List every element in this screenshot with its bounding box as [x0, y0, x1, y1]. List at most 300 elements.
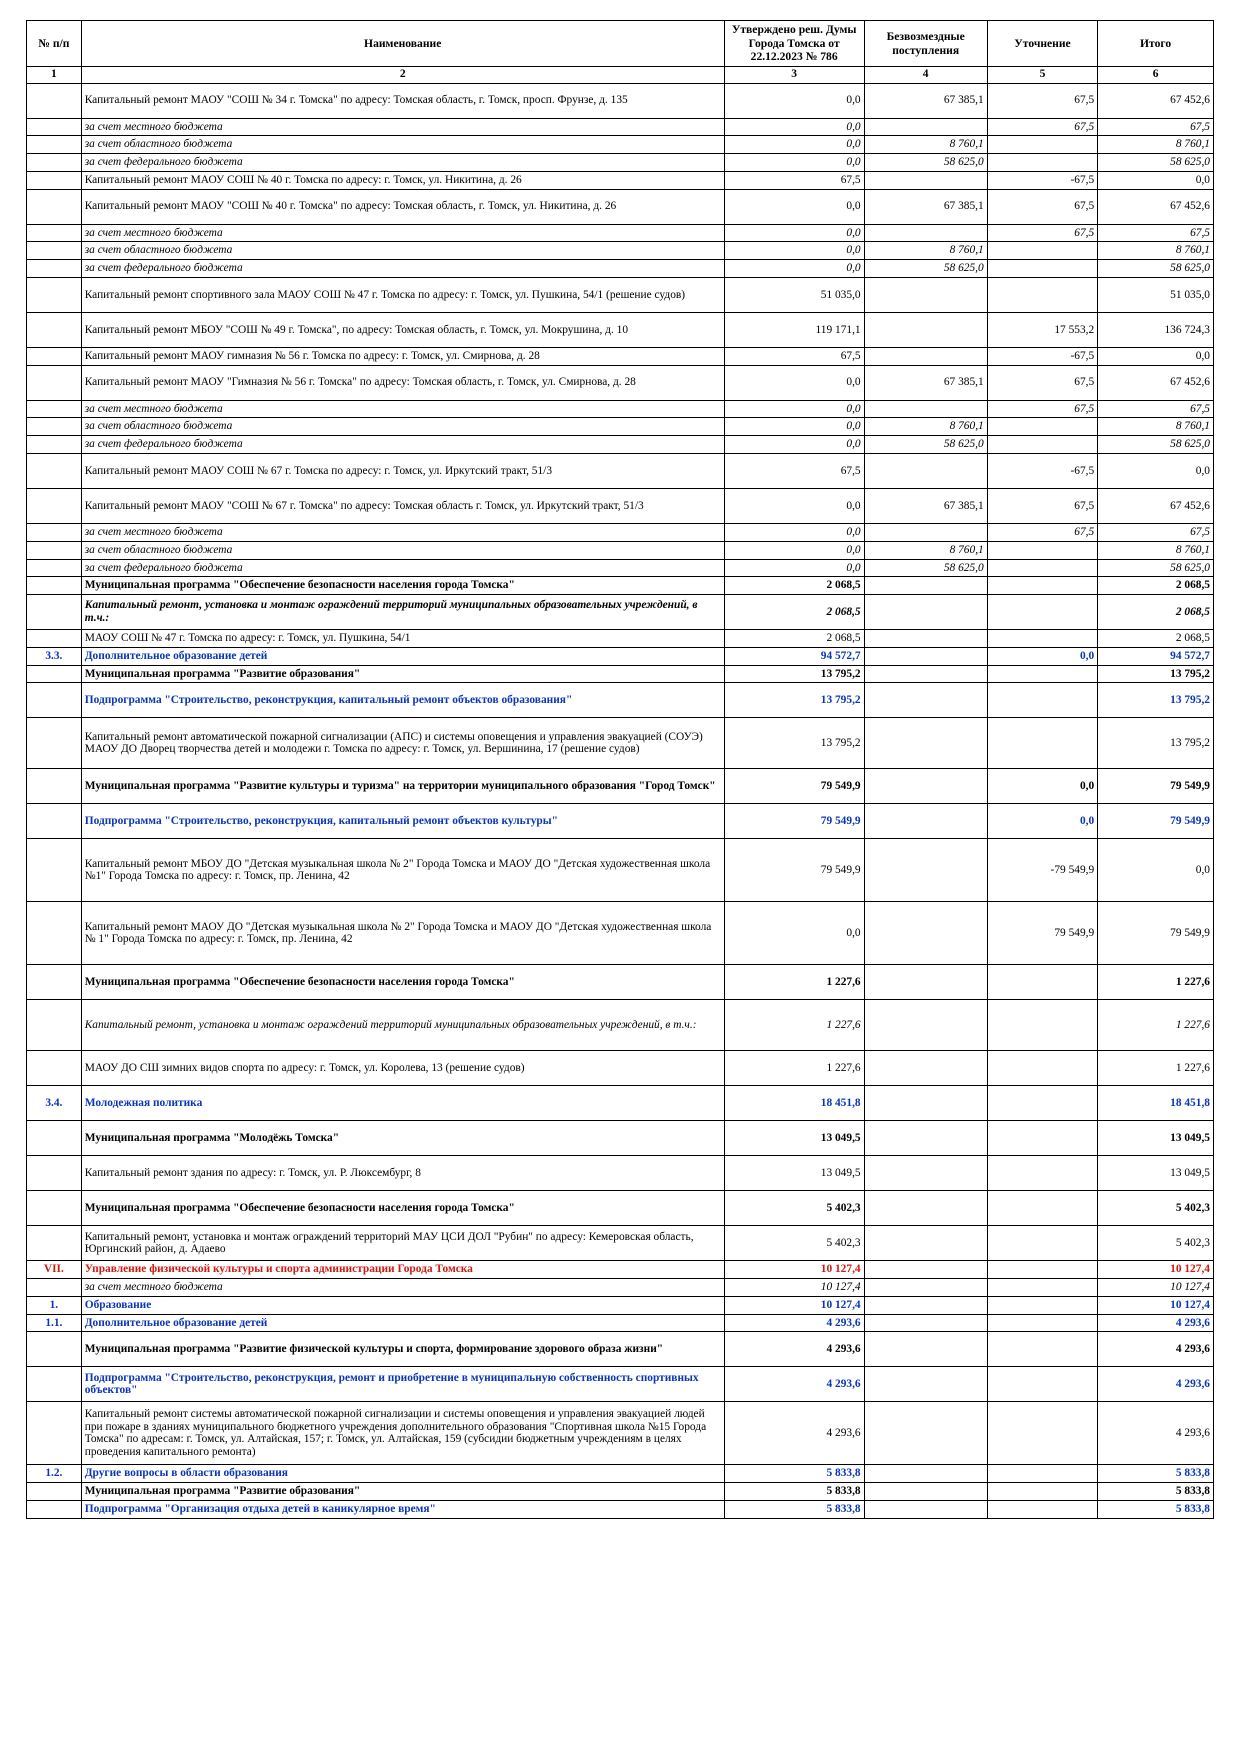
row-adjustment: [987, 277, 1097, 312]
row-total: 5 833,8: [1098, 1483, 1214, 1501]
row-approved: 51 035,0: [724, 277, 864, 312]
row-total: 10 127,4: [1098, 1261, 1214, 1279]
row-index: [27, 312, 82, 347]
header-row: [27, 21, 1214, 67]
row-approved: 0,0: [724, 365, 864, 400]
row-index: [27, 524, 82, 542]
row-name: за счет областного бюджета: [81, 418, 724, 436]
row-approved: 0,0: [724, 189, 864, 224]
row-approved: 10 127,4: [724, 1261, 864, 1279]
row-approved: 13 049,5: [724, 1156, 864, 1191]
row-approved: 10 127,4: [724, 1279, 864, 1297]
row-name: за счет местного бюджета: [81, 524, 724, 542]
row-index: [27, 541, 82, 559]
row-index: [27, 804, 82, 839]
budget-table: [26, 20, 1214, 1519]
row-adjustment: [987, 1051, 1097, 1086]
row-index: [27, 1121, 82, 1156]
row-name: Образование: [81, 1296, 724, 1314]
row-name: Капитальный ремонт МАОУ "СОШ № 67 г. Томска" по адресу: Томская область г. Томск, ул. Иркутский тракт, 51/3: [81, 489, 724, 524]
row-gratuitous: [864, 1465, 987, 1483]
row-index: 1.1.: [27, 1314, 82, 1332]
row-name: за счет местного бюджета: [81, 400, 724, 418]
row-approved: 0,0: [724, 902, 864, 965]
row-adjustment: [987, 595, 1097, 630]
row-name: Молодежная политика: [81, 1086, 724, 1121]
table-row: [27, 1332, 1214, 1367]
table-row: [27, 1402, 1214, 1465]
row-approved: 79 549,9: [724, 839, 864, 902]
table-row: [27, 260, 1214, 278]
row-gratuitous: 67 385,1: [864, 83, 987, 118]
table-row: [27, 118, 1214, 136]
row-name: за счет областного бюджета: [81, 242, 724, 260]
table-row: [27, 1296, 1214, 1314]
row-index: [27, 902, 82, 965]
row-approved: 5 833,8: [724, 1500, 864, 1518]
row-total: 8 760,1: [1098, 242, 1214, 260]
row-total: 4 293,6: [1098, 1367, 1214, 1402]
row-approved: 4 293,6: [724, 1367, 864, 1402]
row-total: 4 293,6: [1098, 1314, 1214, 1332]
row-gratuitous: [864, 718, 987, 769]
row-index: [27, 242, 82, 260]
table-row: [27, 839, 1214, 902]
row-approved: 94 572,7: [724, 647, 864, 665]
table-row: [27, 1156, 1214, 1191]
row-gratuitous: [864, 1191, 987, 1226]
row-gratuitous: 58 625,0: [864, 154, 987, 172]
table-row: [27, 154, 1214, 172]
table-row: [27, 224, 1214, 242]
table-row: [27, 559, 1214, 577]
row-total: 58 625,0: [1098, 436, 1214, 454]
table-row: [27, 1279, 1214, 1297]
row-name: Капитальный ремонт системы автоматической пожарной сигнализации и системы оповещения и управления эвакуацией людей при пожаре в зданиях муниципального бюджетного учреждения дополнительного образования "Спортивная школа №15 Города Томска" по адресам: г. Томск, ул. Алтайская, 157; г. Томск, ул. Алтайская, 159 (субсидии бюджетным учреждениям в целях проведения капитального ремонта): [81, 1402, 724, 1465]
table-row: [27, 1483, 1214, 1501]
row-gratuitous: [864, 1156, 987, 1191]
row-total: 13 049,5: [1098, 1121, 1214, 1156]
row-approved: 13 049,5: [724, 1121, 864, 1156]
row-name: Капитальный ремонт автоматической пожарной сигнализации (АПС) и системы оповещения и управления эвакуацией (СОУЭ) МАОУ ДО Дворец творчества детей и молодежи г. Томска по адресу: г. Томск, ул. Вершинина, 17 (решение судов): [81, 718, 724, 769]
row-adjustment: [987, 1000, 1097, 1051]
row-approved: 4 293,6: [724, 1402, 864, 1465]
table-header: [27, 21, 1214, 84]
row-approved: 1 227,6: [724, 965, 864, 1000]
row-total: 67 452,6: [1098, 189, 1214, 224]
row-total: 67 452,6: [1098, 489, 1214, 524]
row-gratuitous: [864, 683, 987, 718]
row-gratuitous: [864, 524, 987, 542]
row-total: 67,5: [1098, 118, 1214, 136]
row-name: Капитальный ремонт, установка и монтаж ограждений территорий муниципальных образовательных учреждений, в т.ч.:: [81, 595, 724, 630]
row-gratuitous: 8 760,1: [864, 418, 987, 436]
row-index: [27, 260, 82, 278]
row-adjustment: 67,5: [987, 224, 1097, 242]
row-adjustment: [987, 1332, 1097, 1367]
row-approved: 4 293,6: [724, 1332, 864, 1367]
row-approved: 119 171,1: [724, 312, 864, 347]
row-total: 67 452,6: [1098, 83, 1214, 118]
table-row: [27, 1191, 1214, 1226]
row-total: 0,0: [1098, 347, 1214, 365]
table-row: [27, 347, 1214, 365]
table-row: [27, 902, 1214, 965]
table-row: [27, 718, 1214, 769]
table-row: [27, 436, 1214, 454]
row-gratuitous: 58 625,0: [864, 436, 987, 454]
row-name: МАОУ ДО СШ зимних видов спорта по адресу: г. Томск, ул. Королева, 13 (решение судов): [81, 1051, 724, 1086]
row-index: [27, 1156, 82, 1191]
row-total: 13 795,2: [1098, 665, 1214, 683]
row-adjustment: 67,5: [987, 189, 1097, 224]
row-index: [27, 1051, 82, 1086]
row-total: 13 049,5: [1098, 1156, 1214, 1191]
table-row: [27, 1465, 1214, 1483]
table-row: [27, 630, 1214, 648]
row-index: [27, 1500, 82, 1518]
row-name: Капитальный ремонт, установка и монтаж ограждений территорий муниципальных образовательных учреждений, в т.ч.:: [81, 1000, 724, 1051]
row-total: 5 833,8: [1098, 1465, 1214, 1483]
row-name: за счет федерального бюджета: [81, 436, 724, 454]
table-row: [27, 595, 1214, 630]
row-total: 58 625,0: [1098, 154, 1214, 172]
row-adjustment: 67,5: [987, 489, 1097, 524]
row-gratuitous: [864, 1483, 987, 1501]
row-approved: 5 402,3: [724, 1226, 864, 1261]
row-index: [27, 665, 82, 683]
row-adjustment: [987, 665, 1097, 683]
row-total: 1 227,6: [1098, 1000, 1214, 1051]
table-row: [27, 1226, 1214, 1261]
row-approved: 5 833,8: [724, 1483, 864, 1501]
row-name: за счет федерального бюджета: [81, 559, 724, 577]
row-name: Капитальный ремонт МБОУ ДО "Детская музыкальная школа № 2" Города Томска и МАОУ ДО "Детская художественная школа №1" Города Томска по адресу: г. Томск, пр. Ленина, 42: [81, 839, 724, 902]
row-total: 1 227,6: [1098, 1051, 1214, 1086]
row-total: 1 227,6: [1098, 965, 1214, 1000]
row-index: 3.3.: [27, 647, 82, 665]
row-gratuitous: [864, 1121, 987, 1156]
row-adjustment: -79 549,9: [987, 839, 1097, 902]
row-total: 58 625,0: [1098, 559, 1214, 577]
row-name: Муниципальная программа "Развитие физической культуры и спорта, формирование здорового образа жизни": [81, 1332, 724, 1367]
row-approved: 0,0: [724, 260, 864, 278]
row-total: 2 068,5: [1098, 595, 1214, 630]
table-row: [27, 524, 1214, 542]
row-approved: 67,5: [724, 171, 864, 189]
row-approved: 1 227,6: [724, 1000, 864, 1051]
row-adjustment: [987, 260, 1097, 278]
table-row: [27, 489, 1214, 524]
row-name: Капитальный ремонт МАОУ "Гимназия № 56 г. Томска" по адресу: Томская область, г. Томск, ул. Смирнова, д. 28: [81, 365, 724, 400]
table-body: [27, 83, 1214, 1518]
row-name: Муниципальная программа "Молодёжь Томска": [81, 1121, 724, 1156]
row-index: [27, 154, 82, 172]
row-total: 8 760,1: [1098, 136, 1214, 154]
row-approved: 0,0: [724, 436, 864, 454]
row-approved: 18 451,8: [724, 1086, 864, 1121]
header-number-2: 2: [81, 67, 724, 84]
row-total: 10 127,4: [1098, 1279, 1214, 1297]
row-name: за счет местного бюджета: [81, 1279, 724, 1297]
row-total: 8 760,1: [1098, 418, 1214, 436]
row-index: [27, 400, 82, 418]
row-total: 79 549,9: [1098, 804, 1214, 839]
row-gratuitous: [864, 965, 987, 1000]
row-name: Капитальный ремонт МБОУ "СОШ № 49 г. Томска", по адресу: Томская область, г. Томск, ул. Мокрушина, д. 10: [81, 312, 724, 347]
row-name: Другие вопросы в области образования: [81, 1465, 724, 1483]
row-name: Капитальный ремонт здания по адресу: г. Томск, ул. Р. Люксембург, 8: [81, 1156, 724, 1191]
row-gratuitous: [864, 1226, 987, 1261]
row-total: 10 127,4: [1098, 1296, 1214, 1314]
row-index: [27, 436, 82, 454]
row-index: [27, 418, 82, 436]
header-col-adjustment: Уточнение: [987, 21, 1097, 67]
table-row: [27, 647, 1214, 665]
row-name: за счет местного бюджета: [81, 118, 724, 136]
row-index: VII.: [27, 1261, 82, 1279]
row-gratuitous: [864, 647, 987, 665]
row-adjustment: [987, 683, 1097, 718]
table-row: [27, 365, 1214, 400]
row-approved: 2 068,5: [724, 630, 864, 648]
row-index: [27, 489, 82, 524]
row-adjustment: 17 553,2: [987, 312, 1097, 347]
row-adjustment: 0,0: [987, 769, 1097, 804]
row-index: [27, 1483, 82, 1501]
row-name: Капитальный ремонт МАОУ гимназия № 56 г. Томска по адресу: г. Томск, ул. Смирнова, д. 28: [81, 347, 724, 365]
header-number-1: 1: [27, 67, 82, 84]
row-approved: 0,0: [724, 118, 864, 136]
row-gratuitous: [864, 1296, 987, 1314]
row-adjustment: [987, 1121, 1097, 1156]
row-approved: 1 227,6: [724, 1051, 864, 1086]
row-name: Подпрограмма "Организация отдыха детей в каникулярное время": [81, 1500, 724, 1518]
row-adjustment: [987, 1296, 1097, 1314]
row-gratuitous: [864, 839, 987, 902]
row-gratuitous: 8 760,1: [864, 242, 987, 260]
row-approved: 0,0: [724, 524, 864, 542]
row-gratuitous: [864, 1279, 987, 1297]
table-row: [27, 1314, 1214, 1332]
row-gratuitous: [864, 400, 987, 418]
row-name: Управление физической культуры и спорта администрации Города Томска: [81, 1261, 724, 1279]
row-total: 13 795,2: [1098, 718, 1214, 769]
row-name: Капитальный ремонт МАОУ СОШ № 40 г. Томска по адресу: г. Томск, ул. Никитина, д. 26: [81, 171, 724, 189]
header-number-3: 3: [724, 67, 864, 84]
row-approved: 0,0: [724, 418, 864, 436]
row-gratuitous: [864, 171, 987, 189]
row-index: [27, 595, 82, 630]
row-total: 79 549,9: [1098, 902, 1214, 965]
table-row: [27, 965, 1214, 1000]
table-row: [27, 400, 1214, 418]
row-adjustment: [987, 630, 1097, 648]
row-approved: 0,0: [724, 541, 864, 559]
table-row: [27, 769, 1214, 804]
row-total: 67,5: [1098, 524, 1214, 542]
header-number-row: [27, 67, 1214, 84]
row-adjustment: [987, 1465, 1097, 1483]
row-adjustment: 67,5: [987, 524, 1097, 542]
row-adjustment: [987, 436, 1097, 454]
row-index: [27, 630, 82, 648]
row-adjustment: [987, 965, 1097, 1000]
row-approved: 5 402,3: [724, 1191, 864, 1226]
table-row: [27, 136, 1214, 154]
row-gratuitous: 67 385,1: [864, 489, 987, 524]
row-total: 51 035,0: [1098, 277, 1214, 312]
row-index: [27, 1402, 82, 1465]
row-name: Муниципальная программа "Развитие культуры и туризма" на территории муниципального образования "Город Томск": [81, 769, 724, 804]
row-gratuitous: [864, 769, 987, 804]
row-total: 79 549,9: [1098, 769, 1214, 804]
row-name: за счет областного бюджета: [81, 136, 724, 154]
table-row: [27, 1121, 1214, 1156]
row-adjustment: -67,5: [987, 347, 1097, 365]
row-adjustment: [987, 418, 1097, 436]
header-col-number: № п/п: [27, 21, 82, 67]
row-total: 5 833,8: [1098, 1500, 1214, 1518]
row-index: [27, 118, 82, 136]
row-adjustment: [987, 1226, 1097, 1261]
row-approved: 2 068,5: [724, 595, 864, 630]
row-adjustment: [987, 1314, 1097, 1332]
row-adjustment: [987, 1086, 1097, 1121]
row-gratuitous: 8 760,1: [864, 136, 987, 154]
row-adjustment: 67,5: [987, 400, 1097, 418]
row-index: [27, 1367, 82, 1402]
row-approved: 2 068,5: [724, 577, 864, 595]
row-adjustment: [987, 154, 1097, 172]
table-row: [27, 1086, 1214, 1121]
row-adjustment: [987, 1191, 1097, 1226]
row-name: МАОУ СОШ № 47 г. Томска по адресу: г. Томск, ул. Пушкина, 54/1: [81, 630, 724, 648]
row-adjustment: [987, 1261, 1097, 1279]
row-gratuitous: [864, 277, 987, 312]
row-gratuitous: [864, 1332, 987, 1367]
row-approved: 67,5: [724, 347, 864, 365]
row-gratuitous: [864, 1367, 987, 1402]
row-name: Капитальный ремонт спортивного зала МАОУ СОШ № 47 г. Томска по адресу: г. Томск, ул. Пушкина, 54/1 (решение судов): [81, 277, 724, 312]
row-adjustment: [987, 1156, 1097, 1191]
row-total: 67,5: [1098, 224, 1214, 242]
table-row: [27, 242, 1214, 260]
table-row: [27, 277, 1214, 312]
row-total: 67,5: [1098, 400, 1214, 418]
row-name: Муниципальная программа "Развитие образования": [81, 665, 724, 683]
row-name: Муниципальная программа "Обеспечение безопасности населения города Томска": [81, 577, 724, 595]
table-row: [27, 804, 1214, 839]
row-approved: 10 127,4: [724, 1296, 864, 1314]
row-name: Дополнительное образование детей: [81, 647, 724, 665]
row-total: 5 402,3: [1098, 1191, 1214, 1226]
row-index: 1.2.: [27, 1465, 82, 1483]
row-gratuitous: [864, 665, 987, 683]
row-total: 18 451,8: [1098, 1086, 1214, 1121]
header-col-total: Итого: [1098, 21, 1214, 67]
row-gratuitous: [864, 1261, 987, 1279]
row-total: 13 795,2: [1098, 683, 1214, 718]
row-approved: 0,0: [724, 400, 864, 418]
row-adjustment: 67,5: [987, 83, 1097, 118]
row-gratuitous: 8 760,1: [864, 541, 987, 559]
row-index: [27, 83, 82, 118]
row-index: [27, 718, 82, 769]
row-total: 2 068,5: [1098, 630, 1214, 648]
row-approved: 0,0: [724, 559, 864, 577]
row-index: [27, 577, 82, 595]
row-index: [27, 839, 82, 902]
row-gratuitous: 67 385,1: [864, 189, 987, 224]
row-gratuitous: [864, 630, 987, 648]
row-approved: 0,0: [724, 154, 864, 172]
row-total: 67 452,6: [1098, 365, 1214, 400]
header-col-approved: Утверждено реш. Думы Города Томска от 22.12.2023 № 786: [724, 21, 864, 67]
table-row: [27, 1051, 1214, 1086]
row-index: [27, 454, 82, 489]
row-index: 3.4.: [27, 1086, 82, 1121]
row-adjustment: -67,5: [987, 454, 1097, 489]
row-adjustment: [987, 541, 1097, 559]
row-name: Капитальный ремонт МАОУ СОШ № 67 г. Томска по адресу: г. Томск, ул. Иркутский тракт, 51/3: [81, 454, 724, 489]
row-gratuitous: 58 625,0: [864, 260, 987, 278]
row-index: [27, 365, 82, 400]
row-name: Муниципальная программа "Обеспечение безопасности населения города Томска": [81, 1191, 724, 1226]
row-adjustment: 0,0: [987, 647, 1097, 665]
table-row: [27, 189, 1214, 224]
row-gratuitous: [864, 804, 987, 839]
row-index: [27, 559, 82, 577]
row-gratuitous: [864, 454, 987, 489]
row-approved: 13 795,2: [724, 665, 864, 683]
table-row: [27, 1500, 1214, 1518]
row-gratuitous: [864, 1500, 987, 1518]
row-total: 5 402,3: [1098, 1226, 1214, 1261]
row-adjustment: [987, 1483, 1097, 1501]
row-index: [27, 1000, 82, 1051]
row-name: Капитальный ремонт МАОУ "СОШ № 34 г. Томска" по адресу: Томская область, г. Томск, просп. Фрунзе, д. 135: [81, 83, 724, 118]
row-adjustment: [987, 718, 1097, 769]
row-index: [27, 1332, 82, 1367]
row-adjustment: [987, 559, 1097, 577]
row-name: Муниципальная программа "Развитие образования": [81, 1483, 724, 1501]
row-index: [27, 1279, 82, 1297]
table-row: [27, 577, 1214, 595]
row-gratuitous: [864, 902, 987, 965]
row-name: Подпрограмма "Строительство, реконструкция, капитальный ремонт объектов культуры": [81, 804, 724, 839]
row-approved: 13 795,2: [724, 683, 864, 718]
row-index: [27, 1226, 82, 1261]
row-name: Дополнительное образование детей: [81, 1314, 724, 1332]
row-gratuitous: [864, 1402, 987, 1465]
row-approved: 0,0: [724, 489, 864, 524]
row-total: 58 625,0: [1098, 260, 1214, 278]
row-index: [27, 347, 82, 365]
table-row: [27, 312, 1214, 347]
row-adjustment: 0,0: [987, 804, 1097, 839]
row-approved: 0,0: [724, 136, 864, 154]
row-index: [27, 277, 82, 312]
row-total: 8 760,1: [1098, 541, 1214, 559]
table-row: [27, 418, 1214, 436]
row-name: за счет федерального бюджета: [81, 260, 724, 278]
row-index: [27, 769, 82, 804]
row-adjustment: 79 549,9: [987, 902, 1097, 965]
header-number-4: 4: [864, 67, 987, 84]
row-name: за счет федерального бюджета: [81, 154, 724, 172]
row-name: Капитальный ремонт, установка и монтаж ограждений территорий МАУ ЦСИ ДОЛ "Рубин" по адресу: Кемеровская область, Юргинский район, д. Адаево: [81, 1226, 724, 1261]
